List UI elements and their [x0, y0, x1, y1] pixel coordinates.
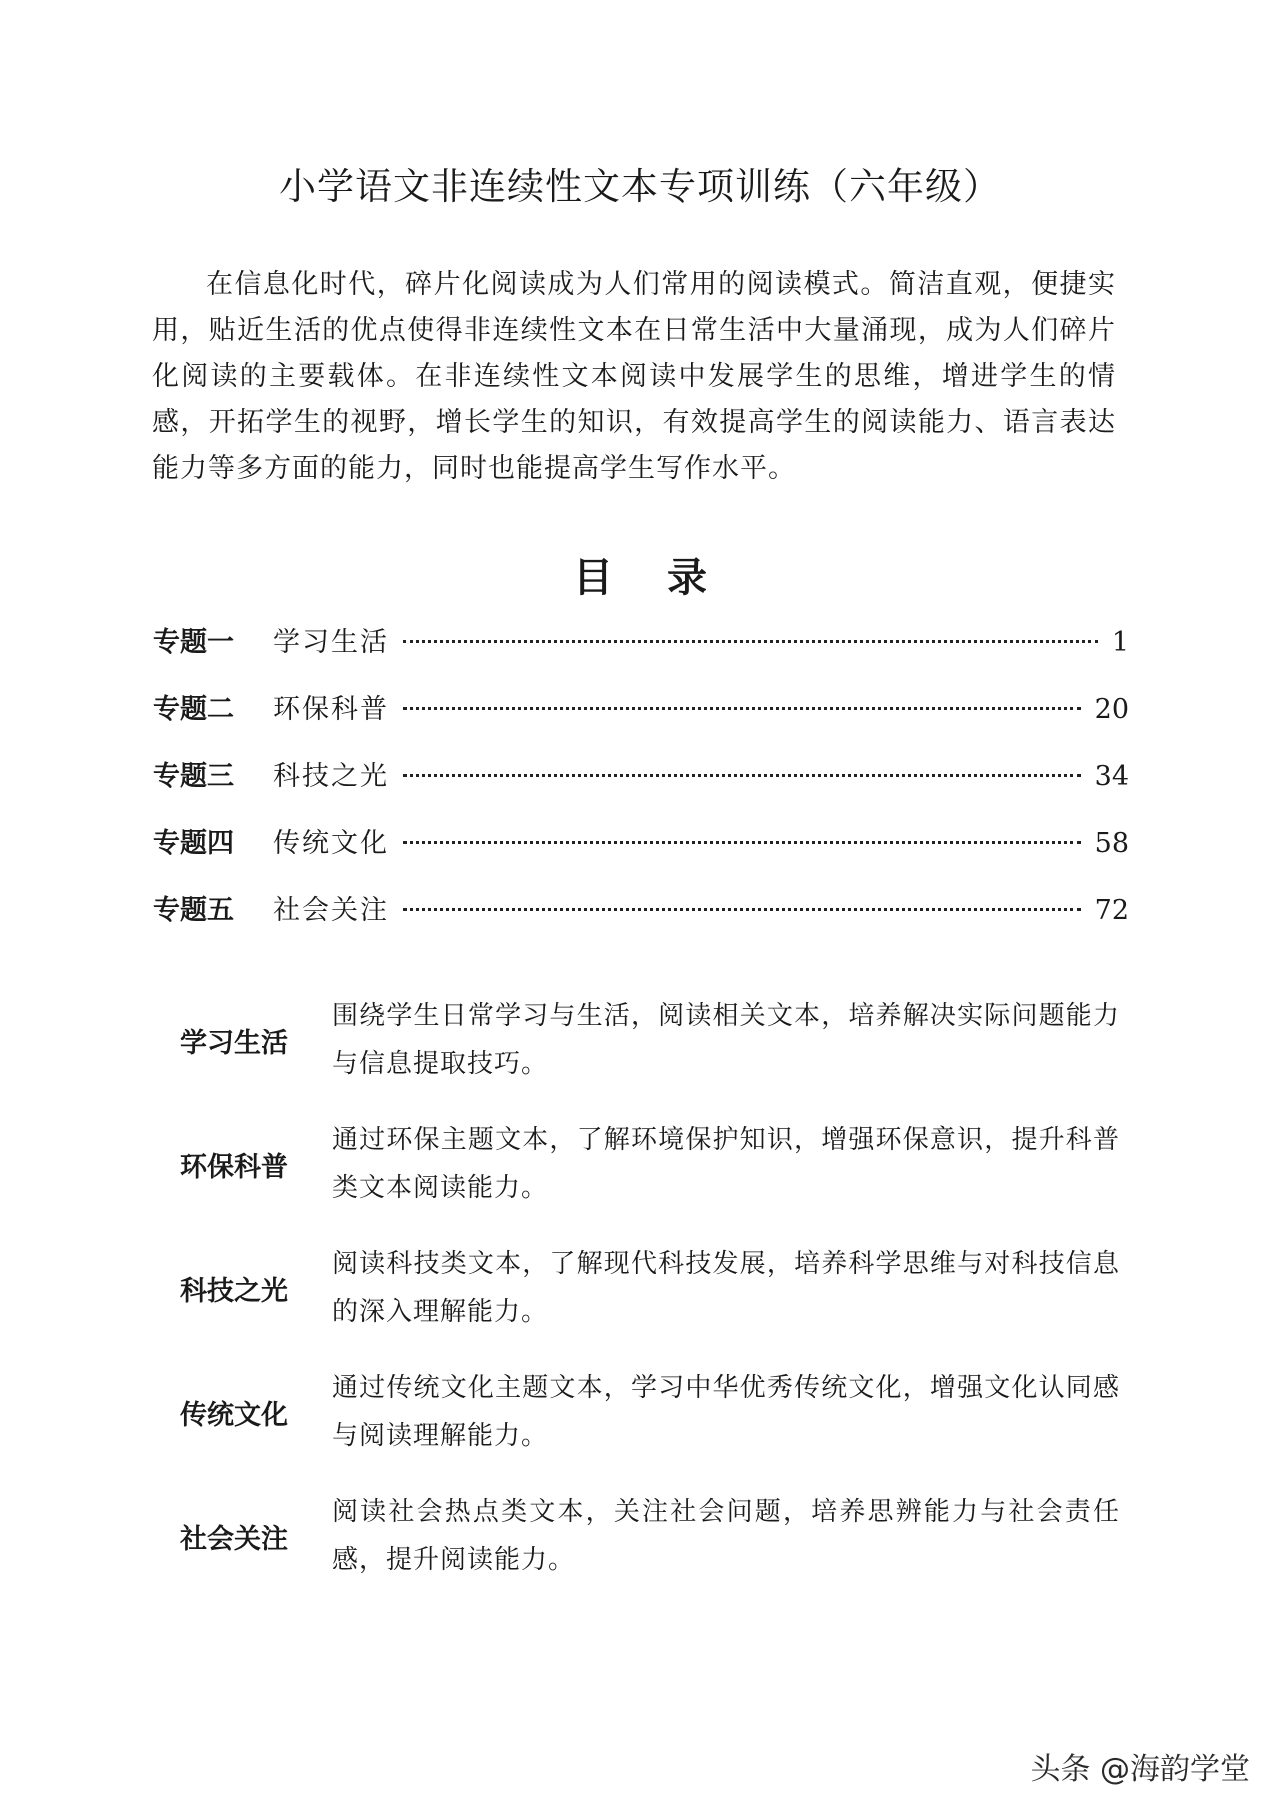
toc-topic-name: 环保科普: [273, 694, 389, 725]
description-item: [180, 978, 1120, 1102]
intro-paragraph: 在信息化时代，碎片化阅读成为人们常用的阅读模式。简洁直观，便捷实用，贴近生活的优点使得非连续性文本在日常生活中大量涌现，成为人们碎片化阅读的主要载体。在非连续性文本阅读中发展学生的思维，增进学生的情感，开拓学生的视野，增长学生的知识，有效提高学生的阅读能力、语言表达能力等多方面的能力，同时也能提高学生写作水平。: [152, 269, 1116, 484]
toc-entry[interactable]: [153, 754, 1129, 821]
watermark: 头条 @海韵学堂: [1030, 1752, 1250, 1787]
toc-entry[interactable]: [153, 687, 1129, 754]
toc-dot-leader: [403, 640, 1098, 643]
toc-dot-leader: [403, 707, 1081, 710]
description-text: 围绕学生日常学习与生活，阅读相关文本，培养解决实际问题能力与信息提取技巧。: [332, 1001, 1120, 1079]
description-item: [180, 1226, 1120, 1350]
toc-dot-leader: [403, 908, 1081, 911]
toc-dot-leader: [403, 774, 1081, 777]
toc-dot-leader: [403, 841, 1081, 844]
toc-topic-label: 专题四: [153, 828, 234, 859]
description-term: 科技之光: [180, 1275, 288, 1307]
toc-heading: 目录: [573, 554, 761, 601]
description-term: 传统文化: [180, 1399, 288, 1431]
description-item: [180, 1350, 1120, 1474]
toc-topic-name: 科技之光: [273, 761, 389, 792]
toc-topic-label: 专题一: [153, 627, 234, 658]
topic-descriptions: [180, 978, 1120, 1598]
description-text: 阅读科技类文本，了解现代科技发展，培养科学思维与对科技信息的深入理解能力。: [332, 1249, 1120, 1327]
toc-topic-name: 社会关注: [273, 895, 389, 926]
description-text: 通过传统文化主题文本，学习中华优秀传统文化，增强文化认同感与阅读理解能力。: [332, 1373, 1120, 1451]
toc-page-number: 20: [1094, 694, 1129, 725]
description-term: 学习生活: [180, 1027, 288, 1059]
toc-entry[interactable]: [153, 821, 1129, 888]
toc-page-number: 72: [1094, 895, 1129, 926]
description-item: [180, 1474, 1120, 1598]
description-term: 社会关注: [180, 1523, 288, 1555]
toc-entry[interactable]: [153, 620, 1129, 687]
toc-page-number: 1: [1111, 627, 1129, 658]
description-text: 阅读社会热点类文本，关注社会问题，培养思辨能力与社会责任感，提升阅读能力。: [332, 1497, 1120, 1575]
toc-page-number: 34: [1094, 761, 1129, 792]
description-item: [180, 1102, 1120, 1226]
page-title: 小学语文非连续性文本专项训练（六年级）: [279, 165, 1001, 208]
toc-topic-label: 专题三: [153, 761, 234, 792]
description-text: 通过环保主题文本，了解环境保护知识，增强环保意识，提升科普类文本阅读能力。: [332, 1125, 1120, 1203]
table-of-contents: [153, 620, 1129, 955]
toc-entry[interactable]: [153, 888, 1129, 955]
toc-page-number: 58: [1094, 828, 1129, 859]
toc-topic-label: 专题五: [153, 895, 234, 926]
toc-topic-name: 学习生活: [273, 627, 389, 658]
toc-topic-label: 专题二: [153, 694, 234, 725]
toc-topic-name: 传统文化: [273, 828, 389, 859]
description-term: 环保科普: [180, 1151, 288, 1183]
